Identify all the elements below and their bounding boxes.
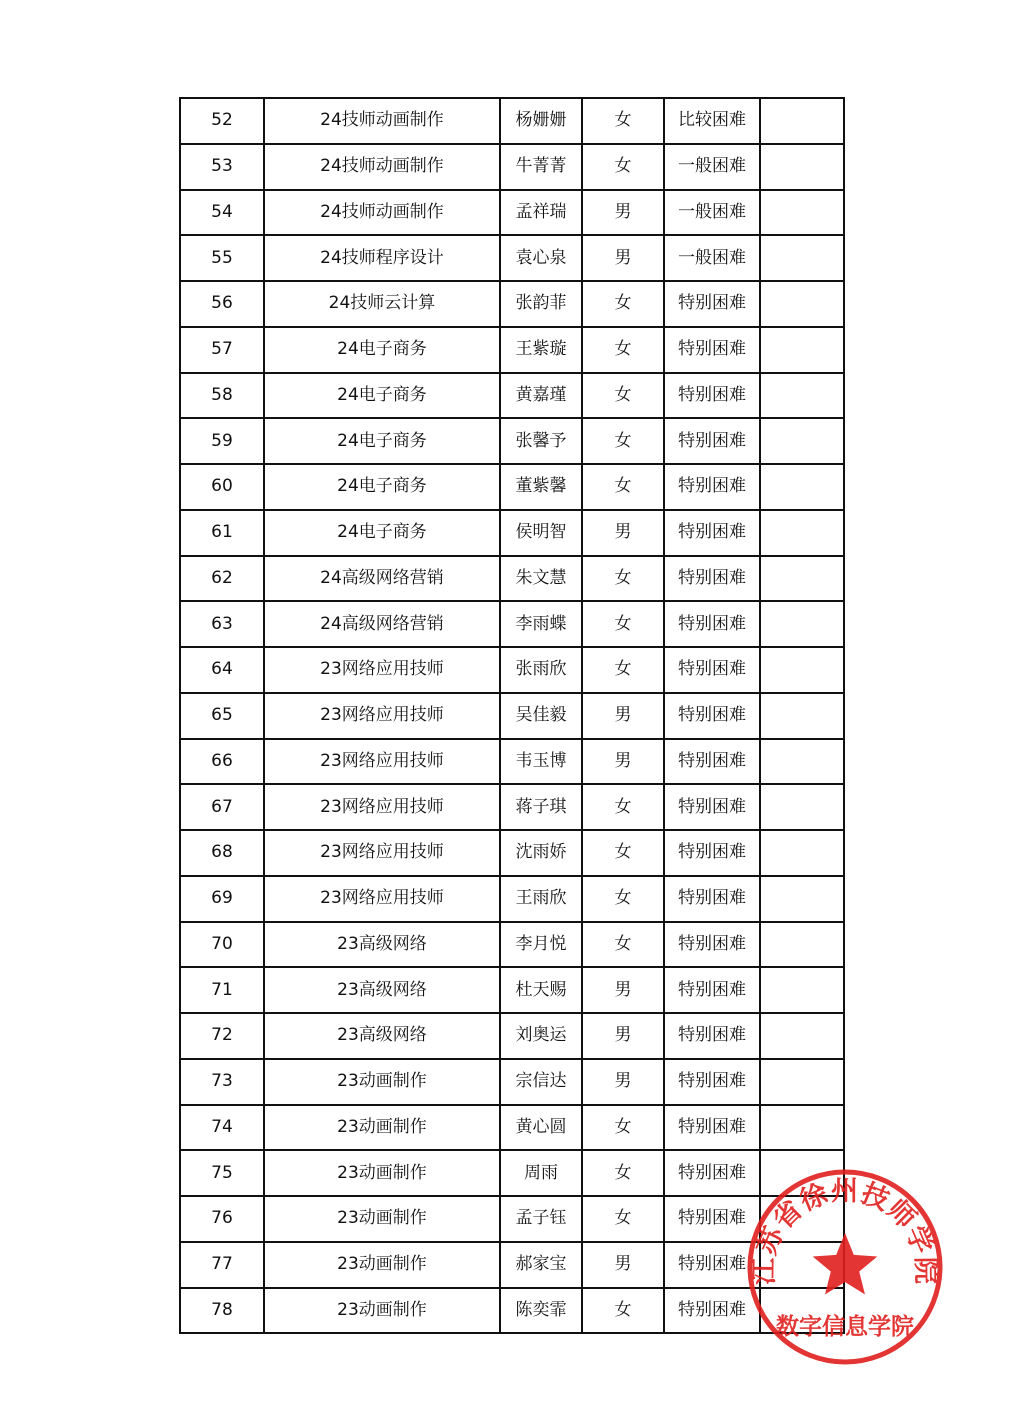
gender-cell: 男 <box>582 967 664 1013</box>
student-name-cell: 陈奕霏 <box>500 1288 582 1334</box>
difficulty-level-cell: 比较困难 <box>664 98 760 144</box>
remarks-cell <box>760 1196 844 1242</box>
table-row <box>180 967 844 1013</box>
class-name-cell: 23动画制作 <box>264 1242 500 1288</box>
class-name-cell: 24技师动画制作 <box>264 144 500 190</box>
gender-cell: 男 <box>582 235 664 281</box>
student-name-cell: 杨姗姗 <box>500 98 582 144</box>
table-row <box>180 830 844 876</box>
row-number-cell: 61 <box>180 510 264 556</box>
row-number-cell: 78 <box>180 1288 264 1334</box>
table-row <box>180 1105 844 1151</box>
remarks-cell <box>760 647 844 693</box>
row-number-cell: 77 <box>180 1242 264 1288</box>
row-number-cell: 62 <box>180 556 264 602</box>
gender-cell: 女 <box>582 1196 664 1242</box>
remarks-cell <box>760 1288 844 1334</box>
remarks-cell <box>760 1242 844 1288</box>
remarks-cell <box>760 739 844 785</box>
difficulty-level-cell: 特别困难 <box>664 1013 760 1059</box>
table-row <box>180 281 844 327</box>
gender-cell: 男 <box>582 739 664 785</box>
class-name-cell: 24技师动画制作 <box>264 98 500 144</box>
remarks-cell <box>760 830 844 876</box>
row-number-cell: 57 <box>180 327 264 373</box>
remarks-cell <box>760 235 844 281</box>
remarks-cell <box>760 327 844 373</box>
student-name-cell: 沈雨娇 <box>500 830 582 876</box>
student-name-cell: 宗信达 <box>500 1059 582 1105</box>
table-row <box>180 373 844 419</box>
remarks-cell <box>760 144 844 190</box>
difficulty-level-cell: 特别困难 <box>664 1196 760 1242</box>
table-row <box>180 1150 844 1196</box>
student-name-cell: 李月悦 <box>500 922 582 968</box>
gender-cell: 女 <box>582 556 664 602</box>
gender-cell: 女 <box>582 373 664 419</box>
class-name-cell: 23动画制作 <box>264 1059 500 1105</box>
class-name-cell: 23网络应用技师 <box>264 784 500 830</box>
remarks-cell <box>760 510 844 556</box>
table-row <box>180 876 844 922</box>
class-name-cell: 24电子商务 <box>264 418 500 464</box>
class-name-cell: 23动画制作 <box>264 1288 500 1334</box>
student-name-cell: 蒋子琪 <box>500 784 582 830</box>
difficulty-level-cell: 特别困难 <box>664 967 760 1013</box>
class-name-cell: 23网络应用技师 <box>264 647 500 693</box>
table-row <box>180 144 844 190</box>
remarks-cell <box>760 373 844 419</box>
gender-cell: 男 <box>582 693 664 739</box>
row-number-cell: 56 <box>180 281 264 327</box>
row-number-cell: 70 <box>180 922 264 968</box>
row-number-cell: 69 <box>180 876 264 922</box>
remarks-cell <box>760 281 844 327</box>
class-name-cell: 23网络应用技师 <box>264 830 500 876</box>
difficulty-level-cell: 特别困难 <box>664 327 760 373</box>
difficulty-level-cell: 特别困难 <box>664 510 760 556</box>
student-name-cell: 王雨欣 <box>500 876 582 922</box>
row-number-cell: 64 <box>180 647 264 693</box>
class-name-cell: 24技师程序设计 <box>264 235 500 281</box>
row-number-cell: 68 <box>180 830 264 876</box>
gender-cell: 女 <box>582 1288 664 1334</box>
row-number-cell: 59 <box>180 418 264 464</box>
table-row <box>180 693 844 739</box>
student-name-cell: 孟子钰 <box>500 1196 582 1242</box>
gender-cell: 女 <box>582 418 664 464</box>
student-name-cell: 黄嘉瑾 <box>500 373 582 419</box>
gender-cell: 男 <box>582 1242 664 1288</box>
row-number-cell: 67 <box>180 784 264 830</box>
row-number-cell: 66 <box>180 739 264 785</box>
roster-body <box>180 98 844 1333</box>
table-row <box>180 327 844 373</box>
difficulty-level-cell: 一般困难 <box>664 235 760 281</box>
gender-cell: 女 <box>582 281 664 327</box>
remarks-cell <box>760 1059 844 1105</box>
difficulty-level-cell: 特别困难 <box>664 601 760 647</box>
gender-cell: 女 <box>582 830 664 876</box>
remarks-cell <box>760 601 844 647</box>
gender-cell: 女 <box>582 1105 664 1151</box>
table-row <box>180 1059 844 1105</box>
table-row <box>180 98 844 144</box>
student-name-cell: 董紫馨 <box>500 464 582 510</box>
student-name-cell: 韦玉博 <box>500 739 582 785</box>
gender-cell: 男 <box>582 510 664 556</box>
class-name-cell: 24技师动画制作 <box>264 190 500 236</box>
seal-inner-text: 数字信息学院 <box>776 1313 914 1340</box>
class-name-cell: 23高级网络 <box>264 922 500 968</box>
difficulty-level-cell: 特别困难 <box>664 739 760 785</box>
table-row <box>180 601 844 647</box>
student-name-cell: 杜天赐 <box>500 967 582 1013</box>
table-row <box>180 647 844 693</box>
row-number-cell: 63 <box>180 601 264 647</box>
remarks-cell <box>760 922 844 968</box>
class-name-cell: 24技师云计算 <box>264 281 500 327</box>
student-name-cell: 周雨 <box>500 1150 582 1196</box>
table-row <box>180 1242 844 1288</box>
table-row <box>180 418 844 464</box>
row-number-cell: 55 <box>180 235 264 281</box>
difficulty-level-cell: 特别困难 <box>664 876 760 922</box>
remarks-cell <box>760 693 844 739</box>
class-name-cell: 24高级网络营销 <box>264 556 500 602</box>
student-name-cell: 黄心圆 <box>500 1105 582 1151</box>
class-name-cell: 24高级网络营销 <box>264 601 500 647</box>
gender-cell: 女 <box>582 98 664 144</box>
difficulty-level-cell: 特别困难 <box>664 464 760 510</box>
gender-cell: 女 <box>582 876 664 922</box>
remarks-cell <box>760 1150 844 1196</box>
difficulty-level-cell: 特别困难 <box>664 647 760 693</box>
row-number-cell: 54 <box>180 190 264 236</box>
row-number-cell: 76 <box>180 1196 264 1242</box>
remarks-cell <box>760 1013 844 1059</box>
gender-cell: 女 <box>582 922 664 968</box>
gender-cell: 女 <box>582 601 664 647</box>
difficulty-level-cell: 一般困难 <box>664 144 760 190</box>
row-number-cell: 72 <box>180 1013 264 1059</box>
difficulty-level-cell: 特别困难 <box>664 1105 760 1151</box>
class-name-cell: 23高级网络 <box>264 967 500 1013</box>
remarks-cell <box>760 967 844 1013</box>
difficulty-level-cell: 特别困难 <box>664 373 760 419</box>
remarks-cell <box>760 190 844 236</box>
student-name-cell: 侯明智 <box>500 510 582 556</box>
row-number-cell: 74 <box>180 1105 264 1151</box>
difficulty-level-cell: 特别困难 <box>664 830 760 876</box>
remarks-cell <box>760 556 844 602</box>
student-roster-table <box>179 97 845 1334</box>
table-row <box>180 556 844 602</box>
row-number-cell: 53 <box>180 144 264 190</box>
gender-cell: 女 <box>582 784 664 830</box>
student-name-cell: 袁心泉 <box>500 235 582 281</box>
class-name-cell: 24电子商务 <box>264 327 500 373</box>
class-name-cell: 23动画制作 <box>264 1105 500 1151</box>
row-number-cell: 65 <box>180 693 264 739</box>
student-name-cell: 孟祥瑞 <box>500 190 582 236</box>
difficulty-level-cell: 一般困难 <box>664 190 760 236</box>
gender-cell: 男 <box>582 190 664 236</box>
gender-cell: 男 <box>582 1013 664 1059</box>
table-row <box>180 739 844 785</box>
student-name-cell: 李雨蝶 <box>500 601 582 647</box>
row-number-cell: 71 <box>180 967 264 1013</box>
row-number-cell: 73 <box>180 1059 264 1105</box>
class-name-cell: 24电子商务 <box>264 510 500 556</box>
student-name-cell: 张馨予 <box>500 418 582 464</box>
table-row <box>180 235 844 281</box>
gender-cell: 女 <box>582 327 664 373</box>
table-row <box>180 464 844 510</box>
class-name-cell: 23网络应用技师 <box>264 876 500 922</box>
gender-cell: 女 <box>582 647 664 693</box>
remarks-cell <box>760 464 844 510</box>
difficulty-level-cell: 特别困难 <box>664 418 760 464</box>
difficulty-level-cell: 特别困难 <box>664 1150 760 1196</box>
class-name-cell: 24电子商务 <box>264 373 500 419</box>
remarks-cell <box>760 98 844 144</box>
student-name-cell: 张雨欣 <box>500 647 582 693</box>
class-name-cell: 23动画制作 <box>264 1150 500 1196</box>
difficulty-level-cell: 特别困难 <box>664 1242 760 1288</box>
remarks-cell <box>760 1105 844 1151</box>
gender-cell: 男 <box>582 1059 664 1105</box>
table-row <box>180 510 844 556</box>
difficulty-level-cell: 特别困难 <box>664 281 760 327</box>
difficulty-level-cell: 特别困难 <box>664 1059 760 1105</box>
row-number-cell: 58 <box>180 373 264 419</box>
row-number-cell: 52 <box>180 98 264 144</box>
student-name-cell: 吴佳毅 <box>500 693 582 739</box>
remarks-cell <box>760 784 844 830</box>
student-name-cell: 王紫璇 <box>500 327 582 373</box>
seal-outer-text: 江苏省徐州技师学院 <box>748 1176 942 1286</box>
class-name-cell: 23网络应用技师 <box>264 739 500 785</box>
class-name-cell: 24电子商务 <box>264 464 500 510</box>
remarks-cell <box>760 418 844 464</box>
row-number-cell: 75 <box>180 1150 264 1196</box>
student-name-cell: 张韵菲 <box>500 281 582 327</box>
remarks-cell <box>760 876 844 922</box>
difficulty-level-cell: 特别困难 <box>664 556 760 602</box>
gender-cell: 女 <box>582 1150 664 1196</box>
table-row <box>180 922 844 968</box>
gender-cell: 女 <box>582 144 664 190</box>
table-row <box>180 1288 844 1334</box>
class-name-cell: 23高级网络 <box>264 1013 500 1059</box>
student-name-cell: 牛菁菁 <box>500 144 582 190</box>
difficulty-level-cell: 特别困难 <box>664 784 760 830</box>
table-row <box>180 1013 844 1059</box>
student-name-cell: 郝家宝 <box>500 1242 582 1288</box>
difficulty-level-cell: 特别困难 <box>664 922 760 968</box>
table-row <box>180 190 844 236</box>
table-row <box>180 784 844 830</box>
class-name-cell: 23网络应用技师 <box>264 693 500 739</box>
difficulty-level-cell: 特别困难 <box>664 1288 760 1334</box>
row-number-cell: 60 <box>180 464 264 510</box>
student-name-cell: 刘奥运 <box>500 1013 582 1059</box>
difficulty-level-cell: 特别困难 <box>664 693 760 739</box>
class-name-cell: 23动画制作 <box>264 1196 500 1242</box>
student-name-cell: 朱文慧 <box>500 556 582 602</box>
gender-cell: 女 <box>582 464 664 510</box>
table-row <box>180 1196 844 1242</box>
